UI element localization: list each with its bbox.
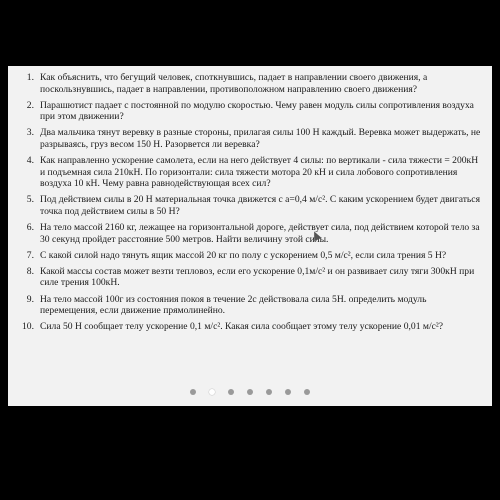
question-number: 7. [26,249,34,261]
page-dot[interactable] [209,389,215,395]
question-item [16,100,482,123]
question-item [16,72,482,95]
question-number: 8. [26,265,34,277]
page-dot[interactable] [228,389,234,395]
question-number: 10. [22,321,34,333]
question-item [16,127,482,150]
question-text: Какой массы состав может везти тепловоз, если его ускорение 0,1м/с² и он развивает силу тяги 300кН при силе трения 100кН. [40,265,475,289]
page-dot[interactable] [247,389,253,395]
question-item [16,194,482,217]
question-item [16,266,482,289]
question-number: 4. [26,155,34,167]
page-dot[interactable] [266,389,272,395]
question-item [16,155,482,190]
question-text: Под действием силы в 20 Н материальная точка движется с а=0,4 м/с². С каким ускорением будет двигаться точка под действием силы в 50 Н? [40,194,480,217]
question-list [16,72,482,333]
question-item [16,250,482,262]
question-number: 9. [26,293,34,305]
question-text: Как объяснить, что бегущий человек, споткнувшись, падает в направлении своего движения, а поскользнувшись, падает в направлении, противоположном направлению своего движения? [40,72,428,95]
question-number: 3. [26,127,34,139]
page-dot[interactable] [190,389,196,395]
question-text: На тело массой 100г из состояния покоя в течение 2с действовала сила 5Н. определить модуль перемещения, если движение прямолинейно. [40,293,427,317]
question-number: 6. [26,222,34,234]
question-text: Как направленно ускорение самолета, если на него действует 4 силы: по вертикали - сила тяжести = 200кН и подъемная сила 210кН. По горизонтали: сила тяжести мотора 20 кН и сила лобового сопротивления воздуха 10 кН. Чему равна равнодействующая всех сил? [40,155,479,190]
page-indicator [8,389,492,395]
question-text: С какой силой надо тянуть ящик массой 20 кг по полу с ускорением 0,5 м/с², если сила трения 5 Н? [40,249,447,261]
question-item [16,321,482,333]
document-page [8,66,492,406]
question-text: На тело массой 2160 кг, лежащее на горизонтальной дороге, действует сила, под действием которой тело за 30 секунд пройдет расстояние 500 метров. Найти величину этой силы. [40,222,480,245]
page-dot[interactable] [304,389,310,395]
question-text: Сила 50 Н сообщает телу ускорение 0,1 м/с². Какая сила сообщает этому телу ускорение 0,01 м/с²? [40,321,444,333]
question-text: Парашютист падает с постоянной по модулю скоростью. Чему равен модуль силы сопротивления воздуха при этом движении? [40,99,474,123]
question-item [16,222,482,245]
question-number: 5. [26,194,34,206]
page-dot[interactable] [285,389,291,395]
question-number: 2. [26,99,34,111]
question-item [16,294,482,317]
question-number: 1. [26,72,34,83]
question-text: Два мальчика тянут веревку в разные стороны, прилагая силы 100 Н каждый. Веревка может выдержать, не разрываясь, груз весом 150 Н. Разорвется ли веревка? [40,127,481,150]
